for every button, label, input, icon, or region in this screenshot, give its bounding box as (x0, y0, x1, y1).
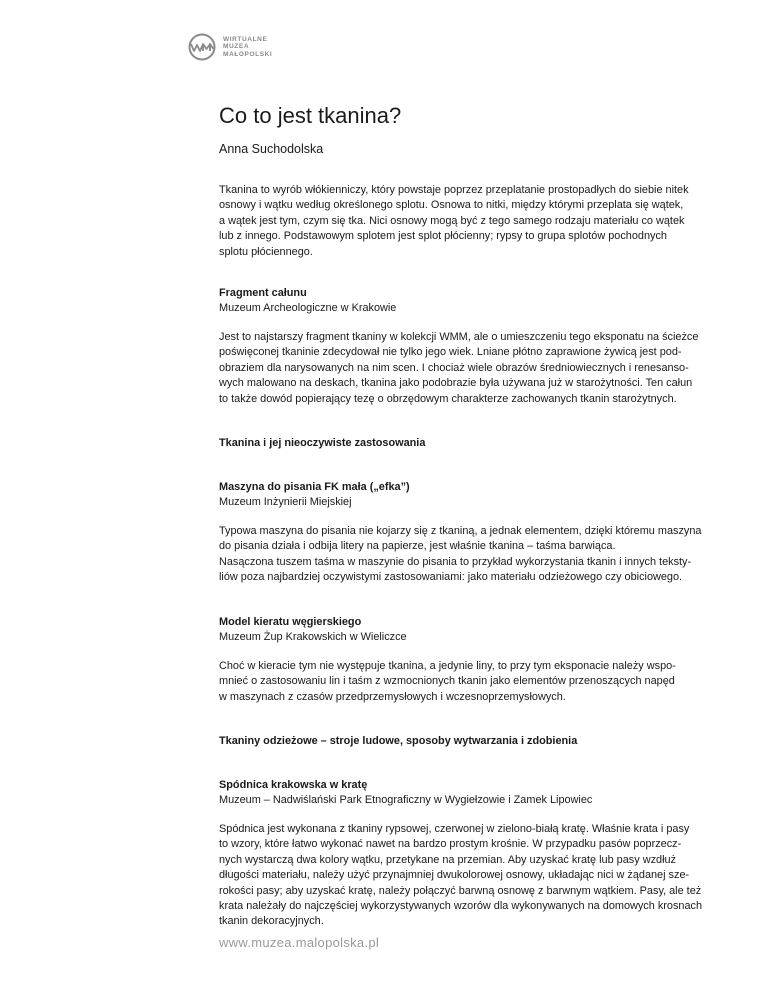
item-title: Fragment całunu (219, 287, 307, 300)
item-title: Maszyna do pisania FK mała („efka”) (219, 481, 410, 494)
item-title: Spódnica krakowska w kratę (219, 778, 368, 791)
item-description: Jest to najstarszy fragment tkaniny w kolekcji WMM, ale o umieszczeniu tego eksponatu na ścieżce poświęconej tkaninie zdecydował nie tylko jego wiek. Lniane płótno zaprawione żywicą jest pod- obraziem dla narysowanych na nim scen. I chociaż wiele obrazów średniowiecznych i renesanso- wych malowano na deskach, tkanina jako podobrazie była używana już w starożytności. Ten całun to także dowód popierający tezę o obrzędowym charakterze zachowanych tkanin starożytnych. (219, 331, 699, 405)
logo-line-1: WIRTUALNE (223, 35, 268, 43)
footer-url[interactable]: www.muzea.malopolska.pl (219, 935, 380, 950)
item-museum: Muzeum Archeologiczne w Krakowie (219, 302, 397, 315)
item-museum: Muzeum Inżynierii Miejskiej (219, 496, 352, 509)
item-maszyna-do-pisania (219, 480, 739, 586)
item-title: Model kieratu węgierskiego (219, 615, 362, 628)
item-description: Typowa maszyna do pisania nie kojarzy się z tkaniną, a jednak elementem, dzięki któremu maszyna do pisania działa i odbija litery na papierze, jest właśnie tkanina – taśma barwiąca. Nasączona tuszem taśma w maszynie do pisania to przykład wykorzystania tkanin i innych teksty- liów poza najbardziej oczywistymi zastosowaniami: jako materiału odzieżowego czy obiciowego. (219, 525, 702, 584)
logo-line-3: MAŁOPOLSKI (223, 50, 273, 58)
item-fragment-calunu (219, 286, 739, 407)
item-description: Choć w kieracie tym nie występuje tkanina, a jedynie liny, to przy tym eksponacie należy wspo- mnieć o zastosowaniu lin i taśm z wzmocnionych tkanin jako elementów przenoszących napęd w maszynach z czasów przedprzemysłowych i wczesnoprzemysłowych. (219, 659, 676, 703)
wmm-logo-icon (187, 32, 217, 62)
author: Anna Suchodolska (219, 142, 324, 156)
item-museum: Muzeum Żup Krakowskich w Wieliczce (219, 630, 407, 643)
logo-text (223, 36, 272, 59)
item-spodnica-krakowska (219, 778, 739, 930)
logo-line-2: MUZEA (223, 43, 250, 51)
intro-paragraph: Tkanina to wyrób włókienniczy, który powstaje poprzez przeplatanie prostopadłych do siebie nitek osnowy i wątku według określonego splotu. Osnowa to nitki, między którymi przeplata się wątek, a wątek jest tym, czym się tka. Nici osnowy mogą być z tego samego rodzaju materiału co wątek lub z innego. Podstawowym splotem jest splot płócienny; rypsy to grupa splotów pochodnych splotu płóciennego. (219, 184, 689, 258)
item-model-kieratu (219, 615, 739, 705)
section-heading: Tkanina i jej nieoczywiste zastosowania (219, 437, 426, 450)
section-heading: Tkaniny odzieżowe – stroje ludowe, sposoby wytwarzania i zdobienia (219, 734, 578, 747)
item-description: Spódnica jest wykonana z tkaniny rypsowej, czerwonej w zielono-białą kratę. Właśnie krata i pasy to wzory, które łatwo wykonać nawet na bardzo prostym krośnie. W przypadku pasów poprzecz- nych wystarczą dwa kolory wątku, przetykane na przemian. Aby uzyskać kratę lub pasy wzdłuż długości materiału, należy użyć przynajmniej dwukolorowej osnowy, układając nici w żądanej sze- rokości pasy; aby uzyskać kratę, należy połączyć barwną osnowę z barwnym wątkiem. Pasy, ale też krata należały do najczęściej wykorzystywanych wzorów dla wykonywanych na domowych krosnach tkanin dekoracyjnych. (219, 822, 703, 928)
page-title: Co to jest tkanina? (219, 103, 402, 128)
item-museum: Muzeum – Nadwiślański Park Etnograficzny w Wygiełzowie i Zamek Lipowiec (219, 793, 593, 806)
site-logo[interactable] (187, 32, 272, 62)
document-body (219, 103, 739, 930)
